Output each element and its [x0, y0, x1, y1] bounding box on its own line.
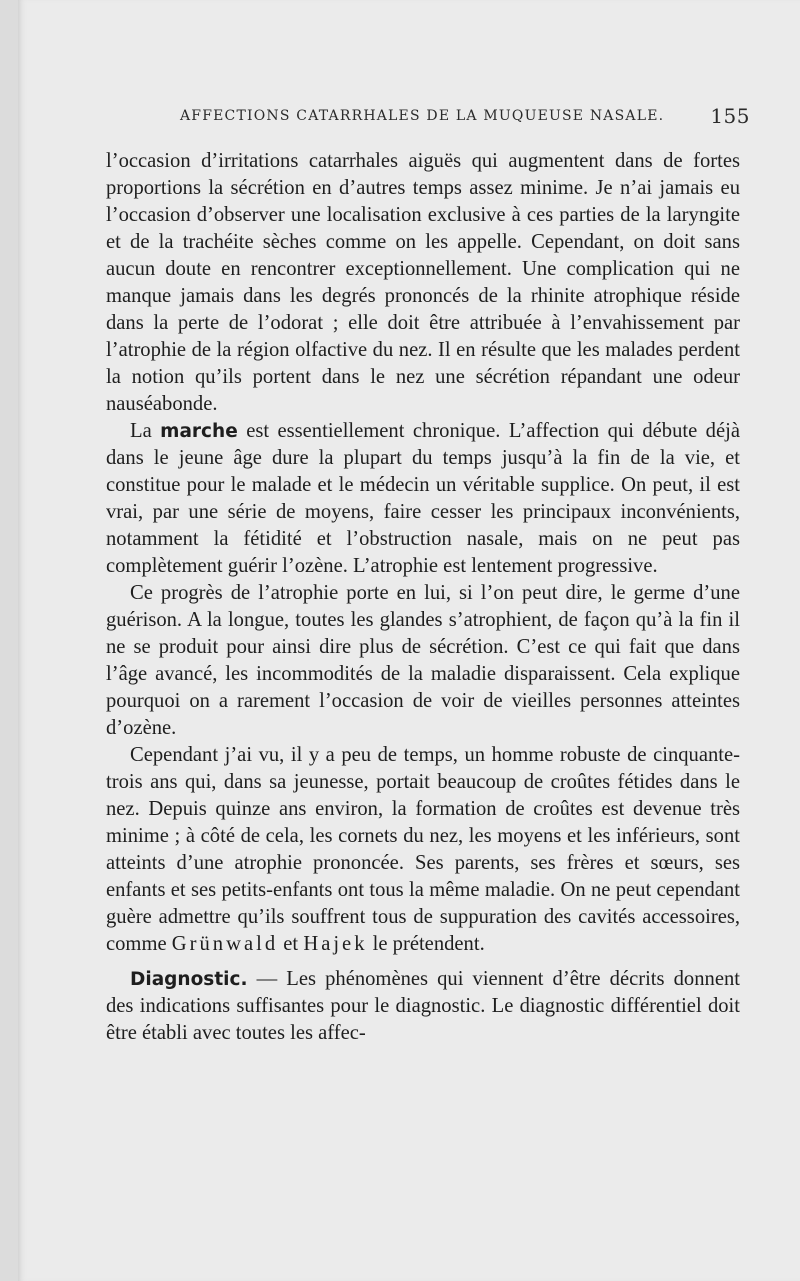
paragraph-1 — [106, 148, 740, 418]
paragraph-4-end: le prétendent. — [372, 933, 485, 955]
term-diagnostic: Diagnostic. — [130, 969, 248, 990]
paragraph-2-text: est essentiellement chronique. L’affection qui débute déjà dans le jeune âge dure la plupart du temps jusqu’à la fin de la vie, et constitue pour le malade et le médecin un véritable supplice. On peut, il est vrai, par une série de moyens, faire cesser les principaux inconvénients, notamment la fétidité et l’obstruction nasale, mais on ne peut pas complètement guérir l’ozène. L’atrophie est lentement progressive. — [106, 420, 740, 577]
running-title: AFFECTIONS CATARRHALES DE LA MUQUEUSE NASALE. — [180, 108, 665, 124]
author-hajek: Hajek — [303, 933, 368, 955]
term-marche: marche — [160, 421, 238, 442]
body-text — [106, 148, 740, 1047]
paragraph-4-text: Cependant j’ai vu, il y a peu de temps, un homme robuste de cinquante-trois ans qui, dans sa jeunesse, portait beaucoup de croûtes fétides dans le nez. Depuis quinze ans environ, la formation de croûtes est devenue très minime ; à côté de cela, les cornets du nez, les moyens et les inférieurs, sont atteints d’une atrophie prononcée. Ses parents, ses frères et sœurs, ses enfants et ses petits-enfants ont tous la même maladie. On ne peut cependant guère admettre qu’ils souffrent tous de suppuration des cavités accessoires, comme — [106, 744, 740, 955]
paragraph-3 — [106, 580, 740, 742]
paragraph-5 — [106, 966, 740, 1047]
paragraph-4 — [106, 742, 740, 958]
page-number: 155 — [710, 104, 750, 128]
paragraph-2-lead: La — [130, 420, 152, 442]
paragraph-4-and: et — [283, 933, 299, 955]
author-grunwald: Grünwald — [171, 933, 279, 955]
paragraph-1-text: l’occasion d’irritations catarrhales aiguës qui augmentent dans de fortes proportions la sécrétion en d’autres temps assez minime. Je n’ai jamais eu l’occasion d’observer une localisation exclusive à ces parties de la laryngite et de la trachéite sèches comme on les appelle. Cependant, on doit sans aucun doute en rencontrer exceptionnellement. Une complication qui ne manque jamais dans les degrés prononcés de la rhinite atrophique réside dans la perte de l’odorat ; elle doit être attribuée à l’envahissement par l’atrophie de la région olfactive du nez. Il en résulte que les malades perdent la notion qu’ils portent dans le nez une sécrétion répandant une odeur nauséabonde. — [106, 150, 740, 415]
paragraph-3-text: Ce progrès de l’atrophie porte en lui, si l’on peut dire, le germe d’une guérison. A la longue, toutes les glandes s’atrophient, de façon qu’à la fin il ne se produit pour ainsi dire plus de sécrétion. C’est ce qui fait que dans l’âge avancé, les incommodités de la maladie disparaissent. Cela explique pourquoi on a rarement l’occasion de voir de vieilles personnes atteintes d’ozène. — [106, 582, 740, 739]
running-header — [180, 104, 758, 128]
paragraph-5-text: — Les phénomènes qui viennent d’être décrits donnent des indications suffisantes pour le diagnostic. Le diagnostic différentiel doit être établi avec toutes les affec- — [106, 968, 740, 1044]
paragraph-2 — [106, 418, 740, 580]
